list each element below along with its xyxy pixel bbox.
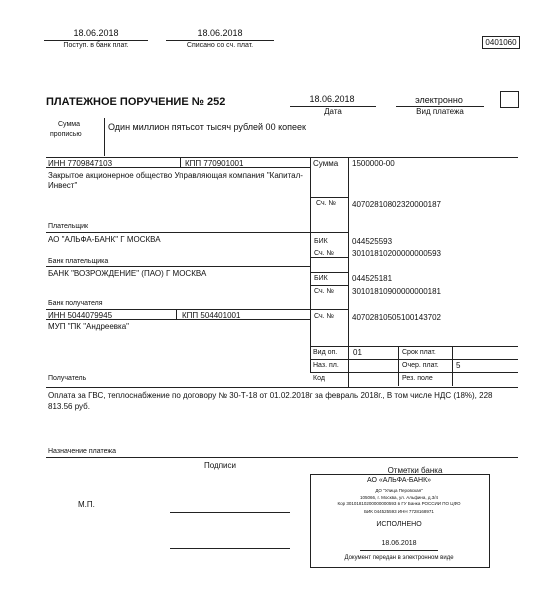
vid-op-label: Вид оп. [313,349,338,356]
signatures-label: Подписи [204,461,236,470]
payer-name: Закрытое акционерное общество Управляющая компания "Капитал-Инвест" [48,171,303,190]
page-title: ПЛАТЕЖНОЕ ПОРУЧЕНИЕ № 252 [46,96,226,108]
stamp-date: 18.06.2018 [381,540,417,547]
payer-corr-label: Сч. № [314,250,335,257]
payee-account-label: Сч. № [314,313,335,320]
payee-name: МУП "ПК "Андреевка" [48,322,130,331]
mp-label: М.П. [78,500,95,509]
payer-bik-label: БИК [314,238,328,245]
stamp-corr: Кор 30101810200000000593 в ГУ Банка РОССИИ ПО ЦФО [337,501,461,506]
payment-type-label: Вид платежа [416,107,464,116]
payee-bank-label: Банк получателя [48,300,103,307]
purpose-label: Назначение платежа [48,448,116,455]
payment-purpose: Оплата за ГВС, теплоснабжение по договору № 30-Т-18 от 01.02.2018г за февраль 2018г., В том числе НДС (18%), 228 813.56 руб. [48,391,493,411]
payee-inn: ИНН 5044079945 [48,311,113,320]
stamp-bank: АО «АЛЬФА-БАНК» [366,477,432,484]
amount-words-label-1: Сумма [58,121,80,128]
payer-account-label: Сч. № [316,200,337,207]
form-code: 0401060 [482,36,520,49]
payer-bank-name: АО "АЛЬФА-БАНК" Г МОСКВА [48,235,161,244]
stamp-ids: БИК 044525593 ИНН 7728168971 [364,509,434,514]
payee-bik: 044525181 [352,274,393,283]
payee-bank-name: БАНК "ВОЗРОЖДЕНИЕ" (ПАО) Г МОСКВА [48,269,207,278]
payee-corr: 30101810900000000181 [352,287,441,296]
ocher-value: 5 [456,361,461,370]
payee-account: 40702810505100143702 [352,313,441,322]
stamp-status: ИСПОЛНЕНО [376,521,422,528]
document-date: 18.06.2018 [309,94,355,104]
payer-bik: 044525593 [352,237,393,246]
date-debited-label: Списано со сч. плат. [186,42,254,49]
payer-inn: ИНН 7709847103 [48,159,113,168]
payer-bank-label: Банк плательщика [48,258,109,265]
payer-kpp: КПП 770901001 [185,159,244,168]
document-date-label: Дата [324,107,342,116]
payer-account: 40702810802320000187 [352,200,441,209]
payee-corr-label: Сч. № [314,288,335,295]
amount-value: 1500000-00 [352,159,395,168]
payee-bik-label: БИК [314,275,328,282]
kod-label: Код [313,375,325,382]
payer-label: Плательщик [48,223,89,230]
date-received: 18.06.2018 [73,28,119,38]
naz-pl-label: Наз. пл. [313,362,339,369]
payer-corr: 30101810200000000593 [352,249,441,258]
vid-op: 01 [353,348,362,357]
amount-label: Сумма [313,159,339,168]
stamp-office: ДО "Улица Перовская" [375,488,423,493]
bank-marks-label: Отметки банка [387,466,443,475]
stamp-address: 105066, г. Москва, ул. Альфина, д.3/4 [359,495,439,500]
date-debited: 18.06.2018 [197,28,243,38]
payee-label: Получатель [48,375,87,382]
rez-label: Рез. поле [402,375,433,382]
ocher-label: Очер. плат. [402,362,439,369]
date-received-label: Поступ. в банк плат. [63,42,129,49]
payment-mark-box [500,91,519,108]
payee-kpp: КПП 504401001 [182,311,241,320]
amount-words-label-2: прописью [50,131,82,138]
srok-label: Срок плат. [402,349,436,356]
amount-words: Один миллион пятьсот тысяч рублей 00 копеек [108,122,306,132]
stamp-note: Документ передан в электронном виде [344,555,454,561]
payment-type: электронно [415,95,463,105]
